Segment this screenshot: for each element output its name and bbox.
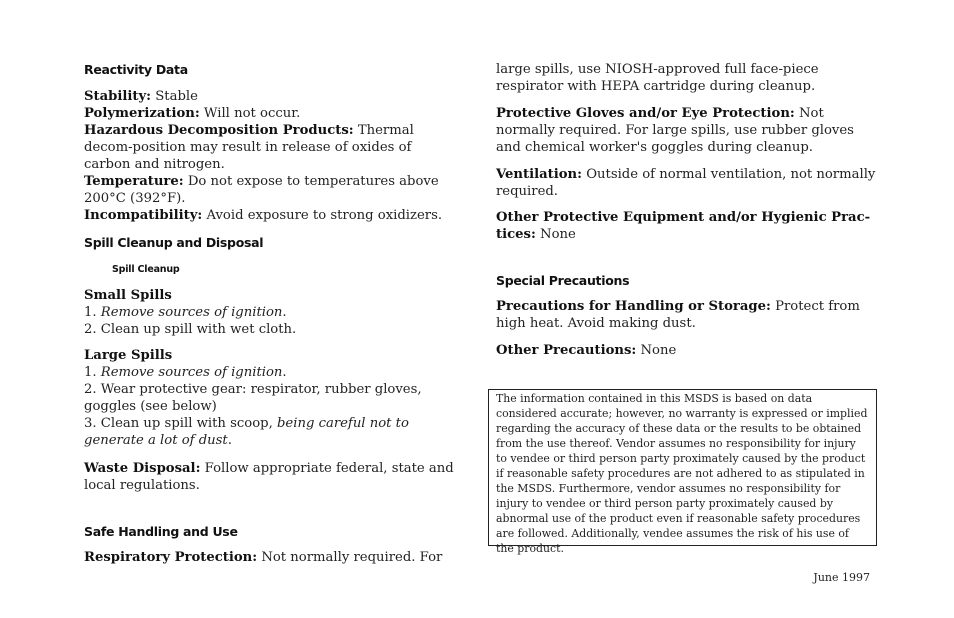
other-equipment-value: None — [540, 227, 576, 242]
polymerization-value: Will not occur. — [203, 106, 301, 121]
reactivity-heading: Reactivity Data — [84, 62, 188, 77]
respiratory-cont: large spills, use NIOSH-approved full face-piece respirator with HEPA cartridge during cleanup. — [496, 62, 819, 94]
waste-label: Waste Disposal: — [84, 461, 201, 476]
stability-label: Stability: — [84, 89, 152, 104]
decomposition-value: Thermal decom-position may result in release of oxides of carbon and nitrogen. — [84, 123, 414, 172]
stability-value: Stable — [155, 89, 198, 104]
spill-heading: Spill Cleanup and Disposal — [84, 235, 264, 250]
other-precautions-label: Other Precautions: — [496, 343, 637, 358]
large-step1-num: 1. — [84, 365, 97, 380]
gloves-value: Not normally required. For large spills, use rubber gloves and chemical worker's goggles during cleanup. — [496, 106, 854, 155]
ventilation-label: Ventilation: — [496, 167, 583, 182]
polymerization-label: Polymerization: — [84, 106, 200, 121]
incompatibility-label: Incompatibility: — [84, 208, 203, 223]
large-step1-text: Remove sources of ignition — [100, 365, 283, 380]
temperature-value: Do not expose to temperatures above 200°C (392°F). — [84, 174, 439, 206]
incompatibility-value: Avoid exposure to strong oxidizers. — [206, 208, 443, 223]
large-step3-italic: being careful not to generate a lot of dust — [84, 416, 409, 448]
small-spills-title: Small Spills — [84, 288, 172, 303]
temperature-label: Temperature: — [84, 174, 184, 189]
large-spills-block: Large Spills 1. Remove sources of ignition. 2. Wear protective gear: respirator, rubber gloves, goggles (see below) 3. Clean up spill with scoop, being careful not to generate a lot of dust. — [84, 347, 460, 449]
gloves-block — [496, 105, 876, 156]
respiratory-label: Respiratory Protection: — [84, 550, 258, 565]
disclaimer-box: The information contained in this MSDS is based on data considered accurate; however, no warranty is expressed or implied regarding the accuracy of these data or the results to be obtained from the use thereof. Vendor assumes no responsibility for injury to vendee or third person party proximately caused by the product if reasonable safety procedures are not adhered to as stipulated in the MSDS. Furthermore, vendor assumes no responsibility for injury to vendee or third person party proximately caused by abnormal use of the product even if reasonable safety procedures are followed. Additionally, vendee assumes the risk of his use of the product. — [488, 389, 877, 546]
large-step2: 2. Wear protective gear: respirator, rubber gloves, goggles (see below) — [84, 382, 422, 414]
footer-date: June 1997 — [813, 571, 870, 584]
large-step3-plain: 3. Clean up spill with scoop, — [84, 416, 273, 431]
decomposition-label: Hazardous Decomposition Products: — [84, 123, 354, 138]
respiratory-cont-block — [496, 61, 876, 95]
other-precautions-block — [496, 342, 876, 359]
ventilation-block — [496, 166, 876, 200]
ventilation-value: Outside of normal ventilation, not normally required. — [496, 167, 876, 199]
waste-value: Follow appropriate federal, state and local regulations. — [84, 461, 454, 493]
other-equipment-label: Other Protective Equipment and/or Hygienic Prac-tices: — [496, 210, 871, 242]
other-equipment-block — [496, 209, 876, 243]
storage-block — [496, 298, 876, 332]
respiratory-value: Not normally required. For — [261, 550, 443, 565]
gloves-label: Protective Gloves and/or Eye Protection: — [496, 106, 795, 121]
handling-heading: Safe Handling and Use — [84, 524, 238, 539]
large-spills-title: Large Spills — [84, 348, 173, 363]
storage-value: Protect from high heat. Avoid making dust. — [496, 299, 860, 331]
small-spills-block: Small Spills 1. Remove sources of ignition. 2. Clean up spill with wet cloth. — [84, 287, 460, 338]
storage-label: Precautions for Handling or Storage: — [496, 299, 771, 314]
waste-block — [84, 460, 460, 494]
reactivity-block — [84, 88, 460, 224]
small-step1-num: 1. — [84, 305, 97, 320]
precautions-heading: Special Precautions — [496, 273, 630, 288]
respiratory-block — [84, 549, 460, 566]
spill-subheading: Spill Cleanup — [112, 264, 180, 275]
small-step1-text: Remove sources of ignition — [100, 305, 283, 320]
small-step2: 2. Clean up spill with wet cloth. — [84, 322, 297, 337]
other-precautions-value: None — [640, 343, 677, 358]
